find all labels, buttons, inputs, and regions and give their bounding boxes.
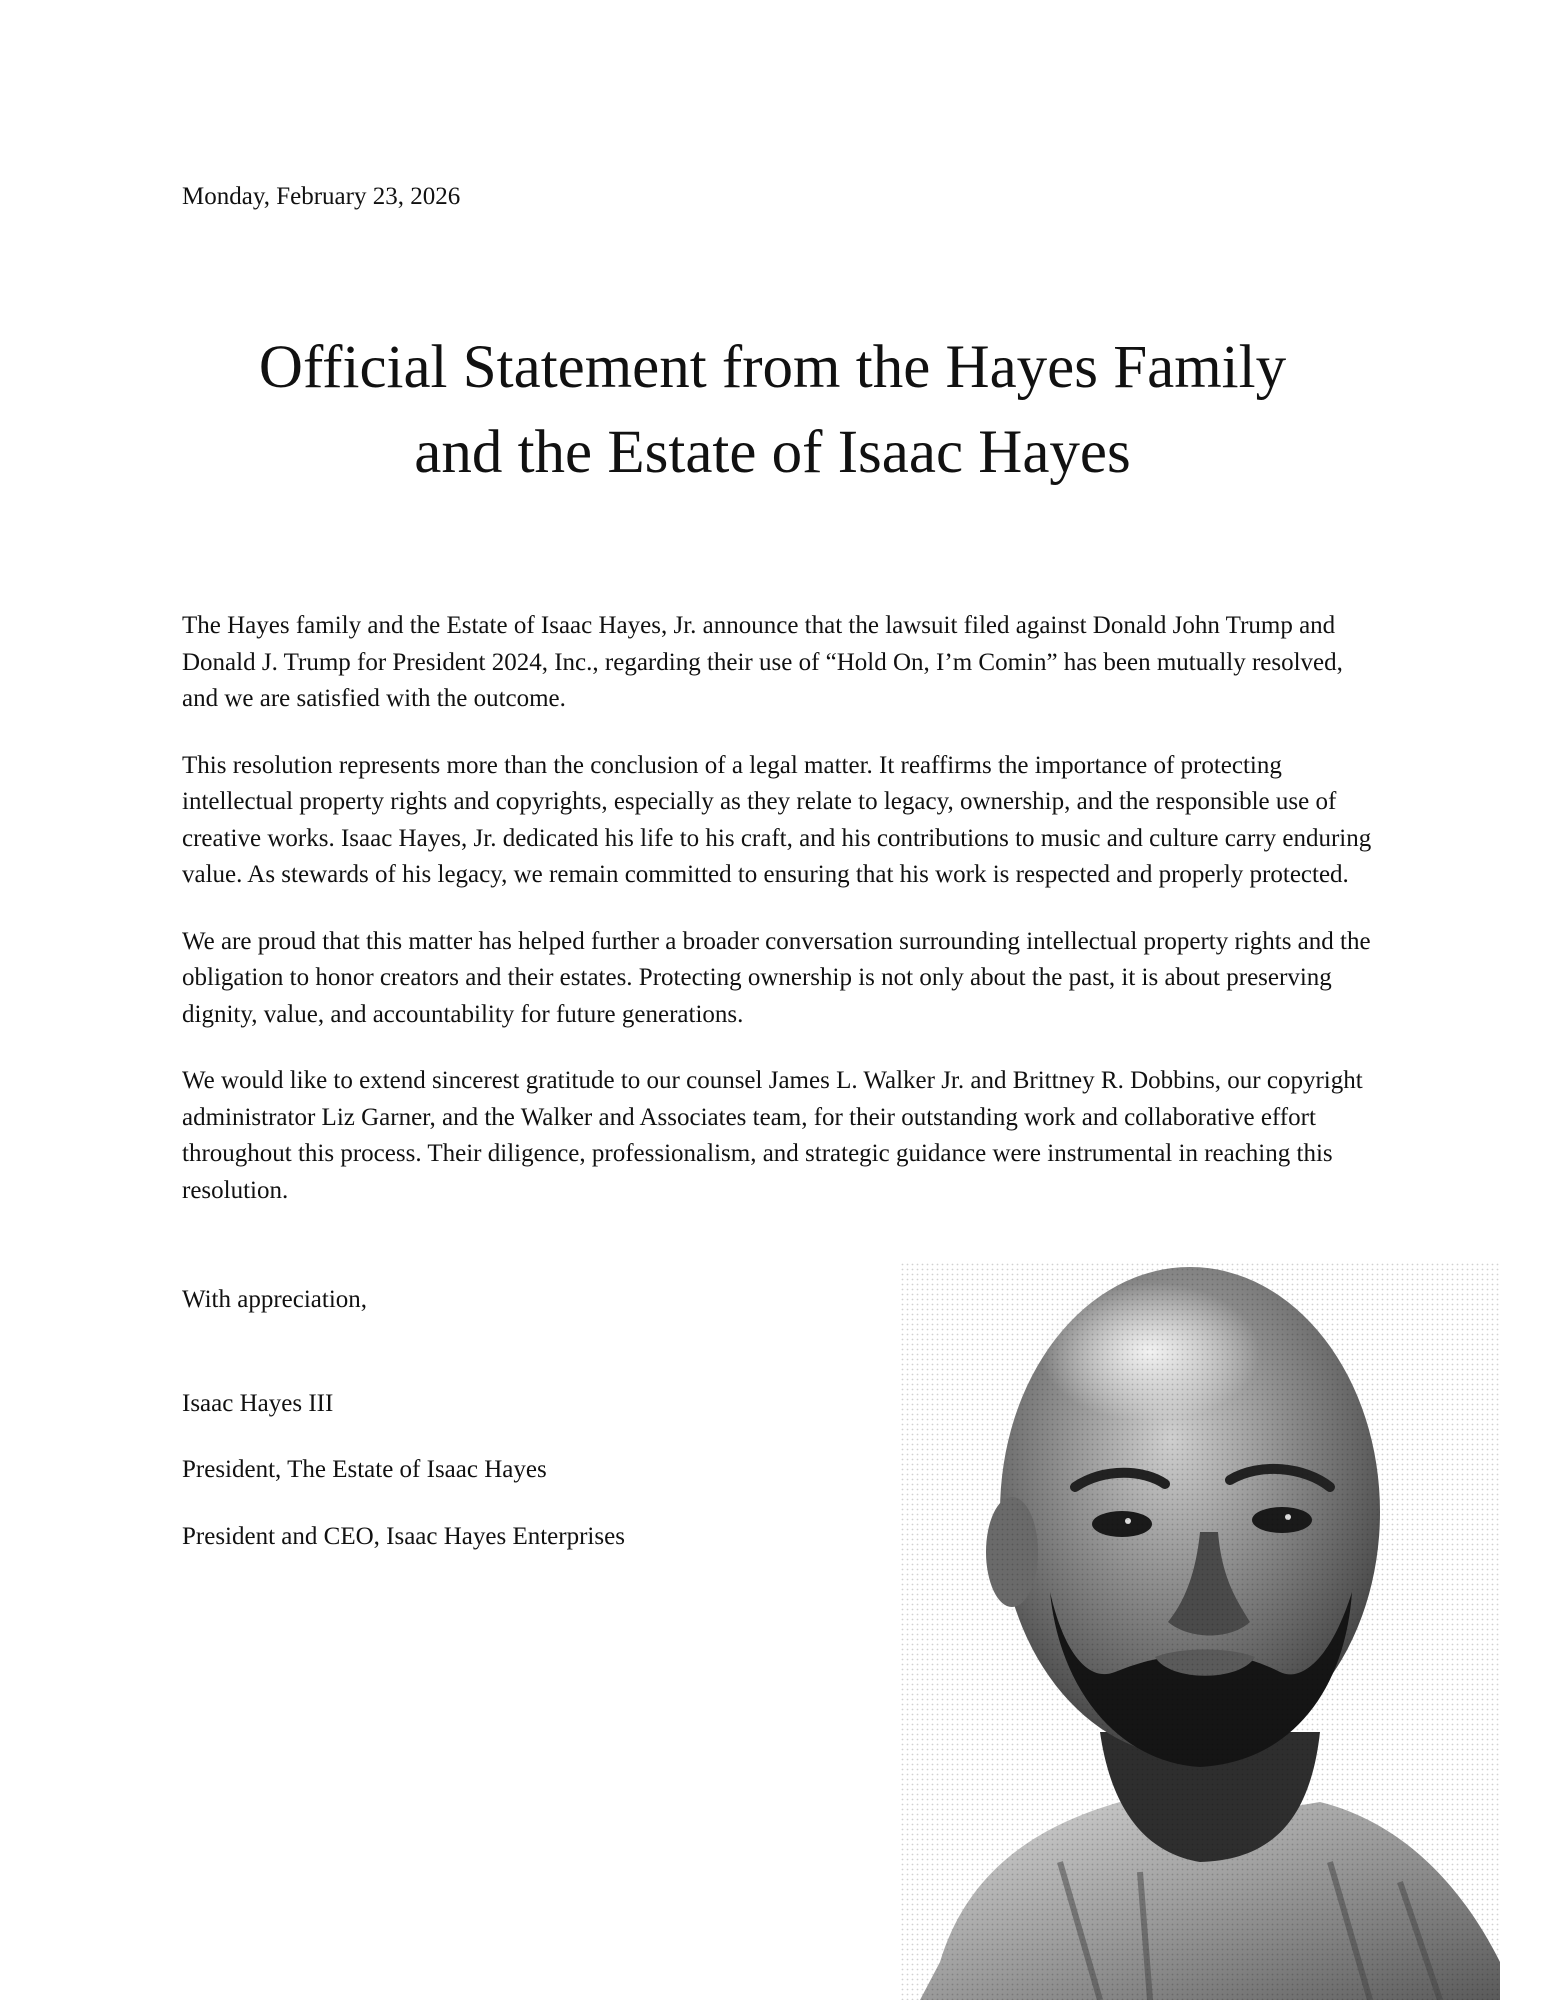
paragraph-resolution: This resolution represents more than the conclusion of a legal matter. It reaffirms the importance of protecting intellectual property rights and copyrights, especially as they relate to legacy, ownership, and the responsible use of creative works. Isaac Hayes, Jr. dedicated his life to his craft, and his contributions to music and culture carry enduring value. As stewards of his legacy, we remain committed to ensuring that his work is respected and properly protected. [182,751,1372,888]
paragraph-gratitude: We would like to extend sincerest gratitude to our counsel James L. Walker Jr. and Brittney R. Dobbins, our copyright administrator Liz Garner, and the Walker and Associates team, for their outstanding work and collaborative effort throughout this process. Their diligence, professionalism, and strategic guidance were instrumental in reaching this resolution. [182,1067,1363,1204]
statement-body [182,608,1372,1239]
closing-line: With appreciation, [182,1286,368,1313]
signatory-name: Isaac Hayes III [182,1390,334,1417]
signatory-title-estate: President, The Estate of Isaac Hayes [182,1456,547,1483]
paragraph-announcement: The Hayes family and the Estate of Isaac Hayes, Jr. announce that the lawsuit filed against Donald John Trump and Donald J. Trump for President 2024, Inc., regarding their use of “Hold On, I’m Comin” has been mutually resolved, and we are satisfied with the outcome. [182,612,1343,712]
portrait-photo [900,1262,1500,2000]
statement-title [150,325,1395,495]
title-line-1: Official Statement from the Hayes Family [258,334,1287,401]
title-line-2: and the Estate of Isaac Hayes [414,419,1131,486]
statement-date: Monday, February 23, 2026 [182,183,461,210]
signatory-title-enterprises: President and CEO, Isaac Hayes Enterprises [182,1523,625,1550]
paragraph-conversation: We are proud that this matter has helped further a broader conversation surrounding intellectual property rights and the obligation to honor creators and their estates. Protecting ownership is not only about the past, it is about preserving dignity, value, and accountability for future generations. [182,927,1371,1028]
